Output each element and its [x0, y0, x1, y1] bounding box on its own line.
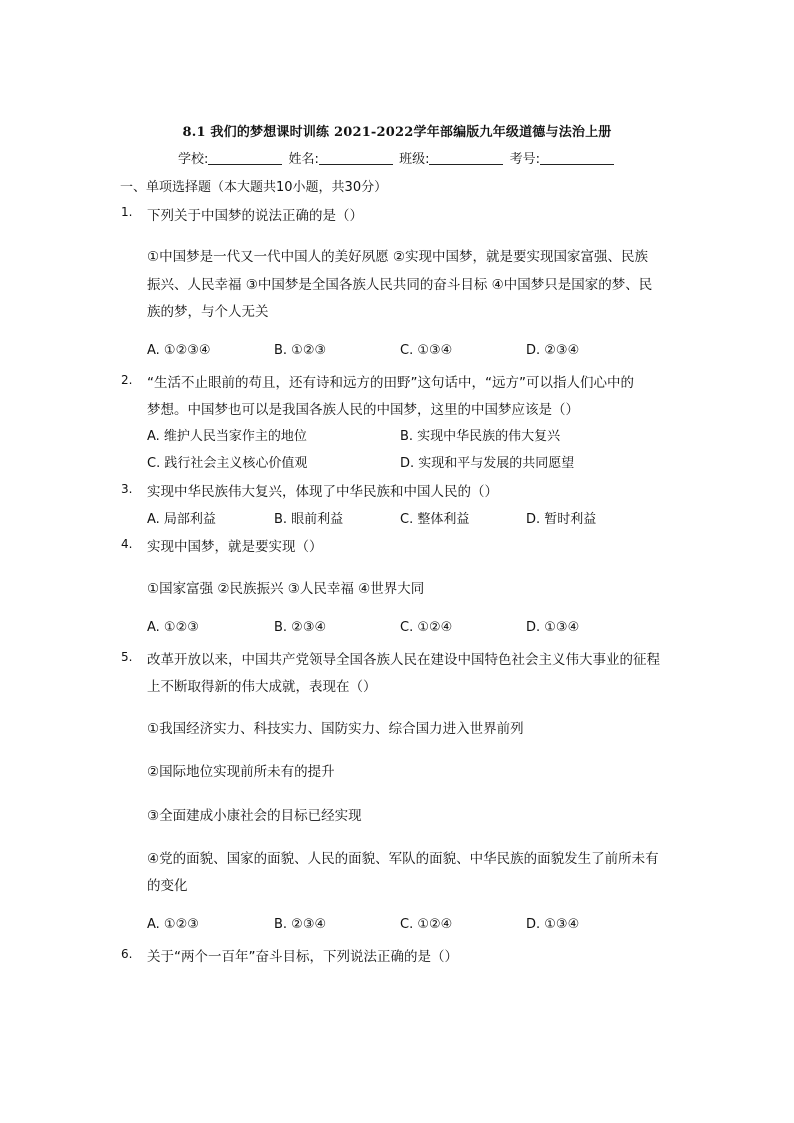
exam-number-blank[interactable] — [540, 152, 614, 165]
section-heading: 一、单项选择题（本大题共10小题，共30分） — [120, 180, 388, 195]
question-stem: “生活不止眼前的苟且，还有诗和远方的田野”这句话中，“远方”可以指人们心中的 — [147, 375, 634, 391]
option-b: B. 眼前利益 — [274, 512, 344, 527]
option-b: B. ②③④ — [274, 917, 327, 932]
class-blank[interactable] — [429, 152, 503, 165]
question-number: 2. — [121, 373, 133, 387]
question-number: 1. — [121, 205, 133, 219]
question-material: ③全面建成小康社会的目标已经实现 — [147, 808, 362, 824]
question-stem: 实现中华民族伟大复兴，体现了中华民族和中国人民的（） — [147, 484, 498, 500]
question-number: 4. — [121, 537, 133, 551]
question-number: 5. — [121, 650, 133, 664]
question-material: ①我国经济实力、科技实力、国防实力、综合国力进入世界前列 — [147, 721, 524, 737]
option-d: D. 暂时利益 — [526, 512, 597, 527]
question-number: 6. — [121, 947, 133, 961]
option-d: D. 实现和平与发展的共同愿望 — [400, 456, 575, 471]
question-stem: 梦想。中国梦也可以是我国各族人民的中国梦，这里的中国梦应该是（） — [147, 402, 579, 418]
class-label: 班级: — [399, 152, 430, 167]
question-material: ④党的面貌、国家的面貌、人民的面貌、军队的面貌、中华民族的面貌发生了前所未有 — [147, 851, 659, 867]
document-title: 8.1 我们的梦想课时训练 2021-2022学年部编版九年级道德与法治上册 — [182, 125, 612, 140]
option-c: C. ①③④ — [400, 343, 453, 358]
question-stem: 关于“两个一百年”奋斗目标，下列说法正确的是（） — [147, 949, 458, 965]
school-blank[interactable] — [208, 152, 282, 165]
question-stem: 上不断取得新的伟大成就，表现在（） — [147, 679, 377, 695]
option-a: A. ①②③ — [147, 917, 199, 932]
option-a: A. ①②③ — [147, 620, 199, 635]
option-c: C. 整体利益 — [400, 512, 470, 527]
question-material: ①中国梦是一代又一代中国人的美好夙愿 ②实现中国梦，就是要实现国家富强、民族 — [147, 249, 648, 265]
option-a: A. ①②③④ — [147, 343, 211, 358]
option-d: D. ②③④ — [526, 343, 580, 358]
option-a: A. 局部利益 — [147, 512, 216, 527]
option-b: B. 实现中华民族的伟大复兴 — [400, 429, 561, 444]
option-a: A. 维护人民当家作主的地位 — [147, 429, 307, 444]
option-b: B. ②③④ — [274, 620, 327, 635]
option-c: C. 践行社会主义核心价值观 — [147, 456, 308, 471]
option-c: C. ①②④ — [400, 620, 453, 635]
question-number: 3. — [121, 482, 133, 496]
option-d: D. ①③④ — [526, 620, 580, 635]
question-material: 振兴、人民幸福 ③中国梦是全国各族人民共同的奋斗目标 ④中国梦只是国家的梦、民 — [147, 277, 653, 293]
name-blank[interactable] — [319, 152, 393, 165]
question-material: ②国际地位实现前所未有的提升 — [147, 764, 335, 780]
option-d: D. ①③④ — [526, 917, 580, 932]
student-info-line — [0, 148, 794, 167]
name-label: 姓名: — [288, 152, 319, 167]
school-label: 学校: — [178, 152, 209, 167]
option-b: B. ①②③ — [274, 343, 327, 358]
question-stem: 改革开放以来，中国共产党领导全国各族人民在建设中国特色社会主义伟大事业的征程 — [147, 652, 660, 668]
exam-number-label: 考号: — [509, 152, 540, 167]
question-stem: 下列关于中国梦的说法正确的是（） — [147, 208, 363, 224]
question-stem: 实现中国梦，就是要实现（） — [147, 539, 323, 555]
question-material: 族的梦，与个人无关 — [147, 304, 269, 320]
question-material: 的变化 — [147, 878, 188, 894]
question-material: ①国家富强 ②民族振兴 ③人民幸福 ④世界大同 — [147, 581, 425, 597]
option-c: C. ①②④ — [400, 917, 453, 932]
